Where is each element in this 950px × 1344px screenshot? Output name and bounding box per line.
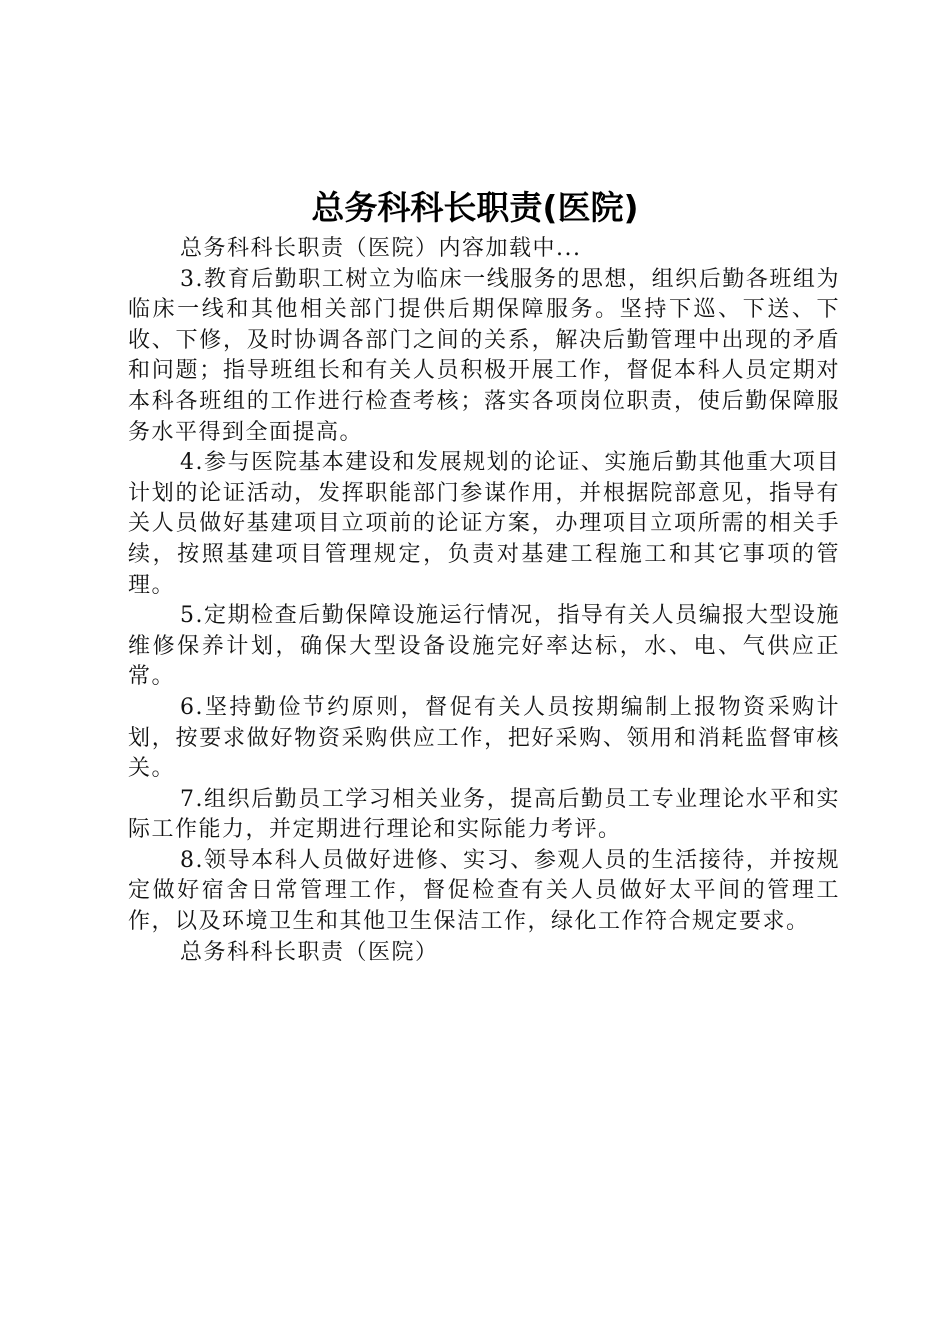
paragraph-closing: 总务科科长职责（医院） [180,939,439,965]
paragraph-item-7: 7.组织后勤员工学习相关业务，提高后勤员工专业理论水平和实际工作能力，并定期进行理论和实际能力考评。 [128,786,840,843]
paragraph-item-4: 4.参与医院基本建设和发展规划的论证、实施后勤其他重大项目计划的论证活动，发挥职能部门参谋作用，并根据院部意见，指导有关人员做好基建项目立项前的论证方案，办理项目立项所需的相关手续，按照基建项目管理规定，负责对基建工程施工和其它事项的管理。 [128,450,840,598]
paragraph-item-5: 5.定期检查后勤保障设施运行情况，指导有关人员编报大型设施维修保养计划，确保大型设备设施完好率达标，水、电、气供应正常。 [128,603,840,690]
paragraph-item-3: 3.教育后勤职工树立为临床一线服务的思想，组织后勤各班组为临床一线和其他相关部门提供后期保障服务。坚持下巡、下送、下收、下修，及时协调各部门之间的关系，解决后勤管理中出现的矛盾和问题；指导班组长和有关人员积极开展工作，督促本科人员定期对本科各班组的工作进行检查考核；落实各项岗位职责，使后勤保障服务水平得到全面提高。 [128,266,840,445]
document-body [128,234,840,968]
paragraph-intro: 总务科科长职责（医院）内容加载中... [180,236,582,261]
paragraph-item-8: 8.领导本科人员做好进修、实习、参观人员的生活接待，并按规定做好宿舍日常管理工作，督促检查有关人员做好太平间的管理工作，以及环境卫生和其他卫生保洁工作，绿化工作符合规定要求。 [128,847,840,935]
document-title: 总务科科长职责(医院) [311,188,639,227]
paragraph-item-6: 6.坚持勤俭节约原则，督促有关人员按期编制上报物资采购计划，按要求做好物资采购供应工作，把好采购、领用和消耗监督审核关。 [128,694,840,782]
